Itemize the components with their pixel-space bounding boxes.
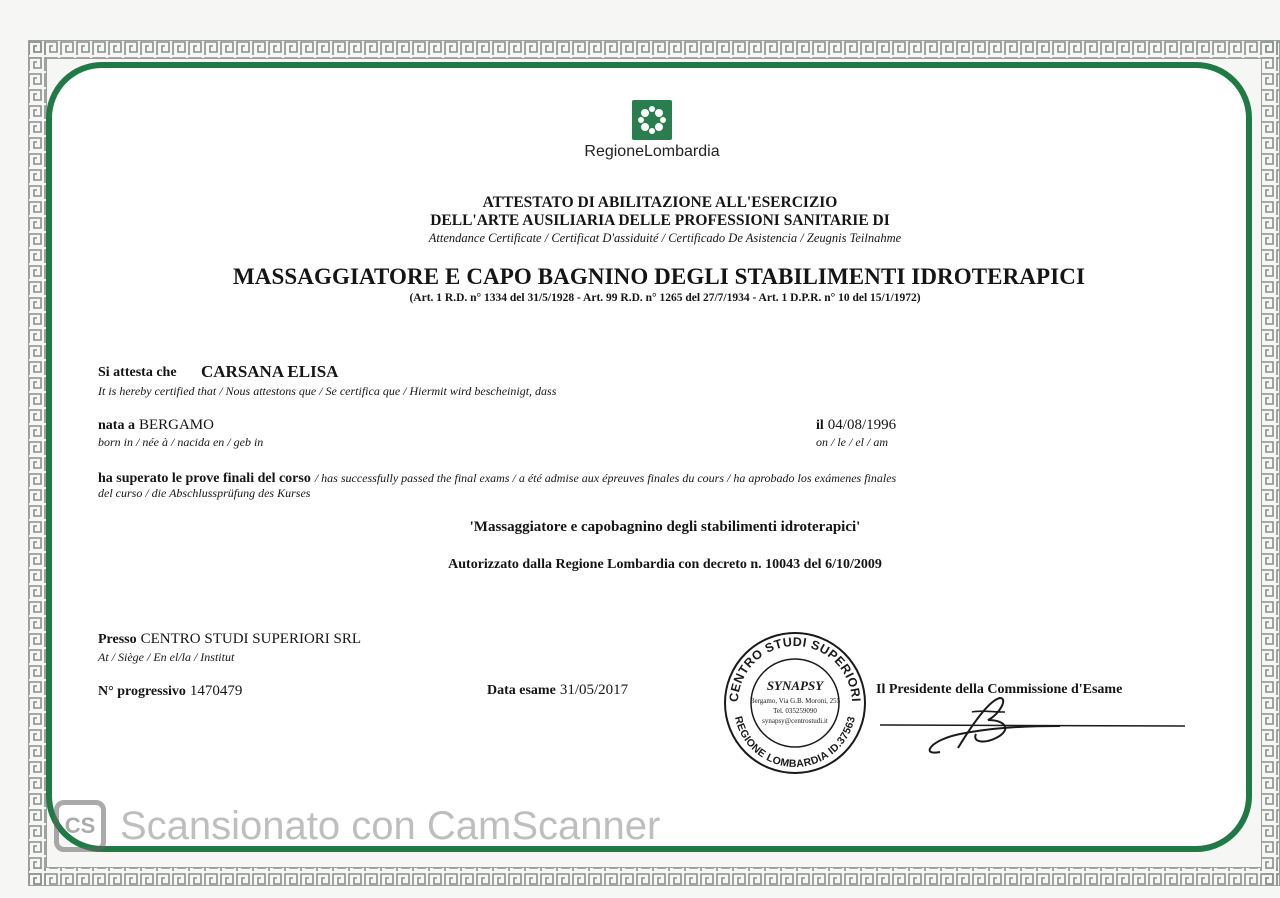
- birth-place: BERGAMO: [138, 417, 214, 433]
- exam-date-line: [487, 681, 628, 699]
- course-translation-1: / has successfully passed the final exams / a été admise aux épreuves finales du cours / ha aprobado los exámenes finales: [314, 471, 897, 485]
- stamp-outer-bottom: REGIONE LOMBARDIA ID.37563: [732, 715, 858, 771]
- exam-date-label: Data esame: [487, 683, 556, 698]
- birth-place-translation: born in / née à / nacida en / geb in: [98, 435, 264, 449]
- birth-place-line: [98, 416, 214, 434]
- birth-date-line: [816, 416, 896, 434]
- course-label: ha superato le prove finali del corso: [98, 471, 311, 486]
- camscanner-watermark: [54, 796, 660, 856]
- synapsy-stamp: [720, 628, 870, 778]
- birth-date-translation: on / le / el / am: [816, 435, 888, 449]
- president-label: Il Presidente della Commissione d'Esame: [876, 682, 1123, 697]
- progressive-number: 1470479: [189, 683, 243, 699]
- regione-lombardia-logo-icon: [632, 100, 672, 140]
- course-authorization: Autorizzato dalla Regione Lombardia con decreto n. 10043 del 6/10/2009: [448, 557, 882, 572]
- stamp-address: Bergamo, Via G.B. Moroni, 255: [749, 697, 841, 705]
- institute-translation: At / Siège / En el/la / Institut: [98, 650, 235, 664]
- watermark-text: Scansionato con CamScanner: [120, 803, 661, 848]
- birth-date-label: il: [816, 418, 824, 433]
- birth-place-label: nata a: [98, 418, 135, 433]
- camscanner-logo-icon: CS: [54, 800, 106, 852]
- progressive-line: [98, 682, 242, 700]
- progressive-label: N° progressivo: [98, 684, 186, 699]
- president-signature: [880, 690, 1190, 770]
- certificate-title: MASSAGGIATORE E CAPO BAGNINO DEGLI STABILIMENTI IDROTERAPICI: [232, 264, 1086, 289]
- legal-references: (Art. 1 R.D. n° 1334 del 31/5/1928 - Art. 99 R.D. n° 1265 del 27/7/1934 - Art. 1 D.P.R. n° 10 del 15/1/1972): [409, 292, 921, 304]
- holder-name: CARSANA ELISA: [201, 362, 339, 381]
- course-line: [98, 469, 896, 487]
- course-translation-2: del curso / die Abschlussprüfung des Kurses: [98, 486, 311, 500]
- stamp-tel: Tel. 035259090: [773, 707, 817, 715]
- institute-label: Presso: [98, 632, 137, 647]
- exam-date: 31/05/2017: [559, 682, 629, 698]
- header-line-2: DELL'ARTE AUSILIARIA DELLE PROFESSIONI SANITARIE DI: [430, 212, 890, 229]
- stamp-brand: SYNAPSY: [766, 678, 824, 693]
- attest-translation: It is hereby certified that / Nous attestons que / Se certifica que / Hiermit wird bescheinigt, dass: [98, 384, 557, 398]
- attest-label: Si attesta che: [98, 365, 177, 380]
- stamp-email: synapsy@centrostudi.it: [762, 717, 828, 725]
- institute-line: [98, 630, 361, 648]
- header-line-1: ATTESTATO DI ABILITAZIONE ALL'ESERCIZIO: [482, 194, 838, 211]
- institute-name: CENTRO STUDI SUPERIORI SRL: [140, 631, 362, 647]
- header-translations: Attendance Certificate / Certificat D'assiduité / Certificado De Asistencia / Zeugnis Teilnahme: [428, 231, 902, 245]
- course-name: 'Massaggiatore e capobagnino degli stabilimenti idroterapici': [469, 519, 861, 535]
- stamp-outer-top: CENTRO STUDI SUPERIORI: [726, 634, 864, 703]
- birth-date: 04/08/1996: [827, 417, 897, 433]
- logo-text: RegioneLombardia: [584, 143, 720, 160]
